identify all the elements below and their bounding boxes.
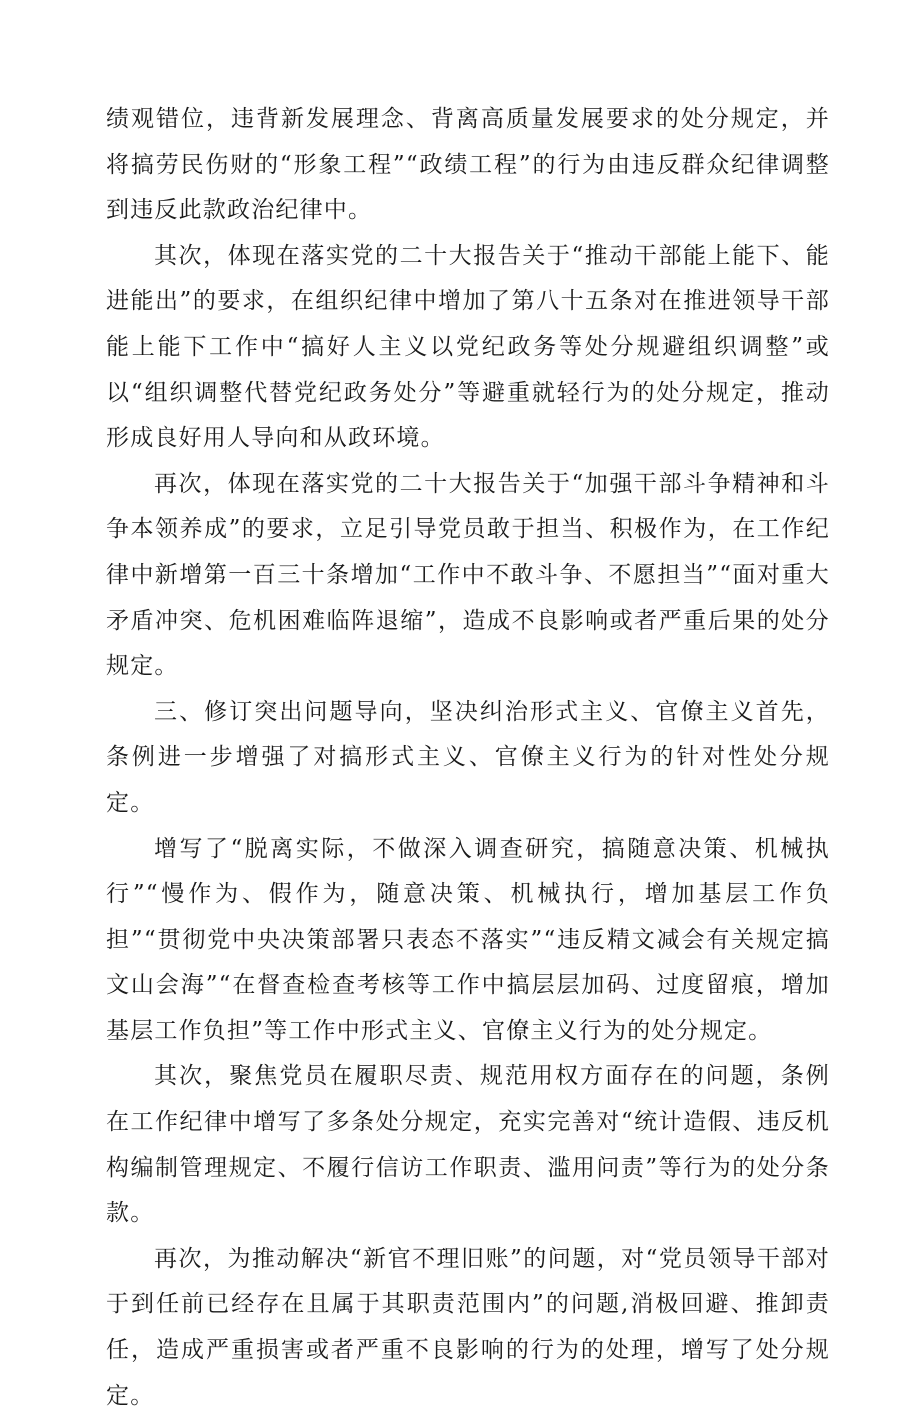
paragraph-struggle-spirit: 再次，体现在落实党的二十大报告关于“加强干部斗争精神和斗争本领养成”的要求，立足引导党员敢于担当、积极作为，在工作纪律中新增第一百三十条增加“工作中不敢斗争、不愿担当”“面对重大矛盾冲突、危机困难临阵退缩”，造成不良影响或者严重后果的处分规定。 [106, 470, 830, 680]
paragraph-continuation: 绩观错位，违背新发展理念、背离高质量发展要求的处分规定，并将搞劳民伤财的“形象工程”“政绩工程”的行为由违反群众纪律调整到违反此款政治纪律中。 [106, 106, 830, 224]
paragraph-duty-performance: 其次，聚焦党员在履职尽责、规范用权方面存在的问题，条例在工作纪律中增写了多条处分规定，充实完善对“统计造假、违反机构编制管理规定、不履行信访工作职责、滥用问责”等行为的处分条款。 [106, 1063, 830, 1227]
paragraph-section-three: 三、修订突出问题导向，坚决纠治形式主义、官僚主义首先，条例进一步增强了对搞形式主义、官僚主义行为的针对性处分规定。 [106, 698, 830, 816]
paragraph-old-accounts: 再次，为推动解决“新官不理旧账”的问题，对“党员领导干部对于到任前已经存在且属于其职责范围内”的问题,消极回避、推卸责任，造成严重损害或者严重不良影响的行为的处理，增写了处分规定。 [106, 1245, 830, 1409]
paragraph-formalism-rules: 增写了“脱离实际，不做深入调查研究，搞随意决策、机械执行”“慢作为、假作为，随意决策、机械执行，增加基层工作负担”“贯彻党中央决策部署只表态不落实”“违反精文减会有关规定搞文山会海”“在督查检查考核等工作中搞层层加码、过度留痕，增加基层工作负担”等工作中形式主义、官僚主义行为的处分规定。 [106, 835, 830, 1044]
document-body [106, 97, 830, 1419]
paragraph-cadre-promotion: 其次，体现在落实党的二十大报告关于“推动干部能上能下、能进能出”的要求，在组织纪律中增加了第八十五条对在推进领导干部能上能下工作中“搞好人主义以党纪政务等处分规避组织调整”或以“组织调整代替党纪政务处分”等避重就轻行为的处分规定，推动形成良好用人导向和从政环境。 [106, 242, 830, 452]
